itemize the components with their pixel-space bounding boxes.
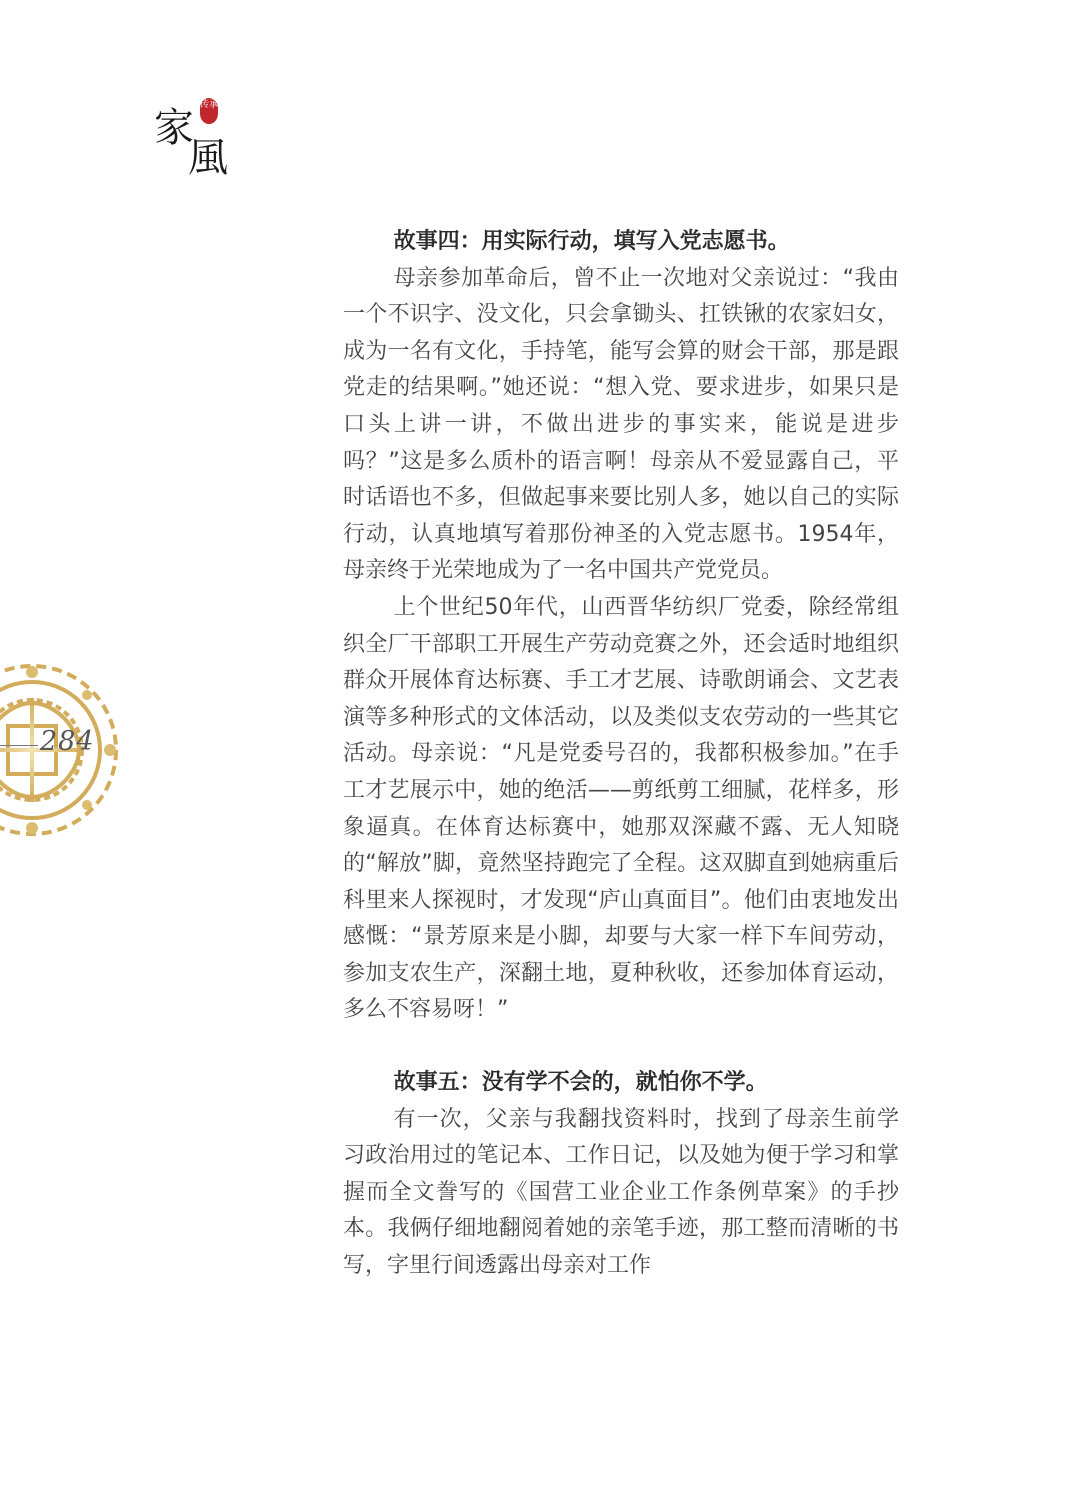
- logo-char-feng: 風: [188, 135, 228, 181]
- logo: [148, 92, 238, 181]
- logo-seal: 传承: [200, 98, 218, 124]
- section-gap: [343, 1029, 899, 1065]
- story-four-heading: 故事四：用实际行动，填写入党志愿书。: [393, 229, 790, 254]
- story-five: [343, 1065, 899, 1285]
- article-body: [343, 224, 899, 1285]
- page-number-rule: [0, 745, 38, 746]
- story-five-heading: 故事五：没有学不会的，就怕你不学。: [393, 1070, 768, 1096]
- logo-char-jia: 家: [154, 105, 194, 151]
- story-four-paragraph-1: 母亲参加革命后，曾不止一次地对父亲说过：“我由一个不识字、没文化，只会拿锄头、扛铁锹的农家妇女，成为一名有文化，手持笔，能写会算的财会干部，那是跟党走的结果啊。”她还说：“想入党、要求进步，如果只是口头上讲一讲，不做出进步的事实来，能说是进步吗？”这是多么质朴的语言啊！母亲从不爱显露自己，平时话语也不多，但做起事来要比别人多，她以自己的实际行动，认真地填写着那份神圣的入党志愿书。1954年，母亲终于光荣地成为了一名中国共产党党员。: [343, 265, 899, 584]
- story-five-paragraph-1: 有一次，父亲与我翻找资料时，找到了母亲生前学习政治用过的笔记本、工作日记，以及她为便于学习和掌握而全文誊写的《国营工业企业工作条例草案》的手抄本。我俩仔细地翻阅着她的亲笔手迹，那工整而清晰的书写，字里行间透露出母亲对工作: [343, 1106, 899, 1279]
- page-number: 284: [40, 726, 95, 757]
- story-four-paragraph-2: 上个世纪50年代，山西晋华纺织厂党委，除经常组织全厂干部职工开展生产劳动竞赛之外，还会适时地组织群众开展体育达标赛、手工才艺展、诗歌朗诵会、文艺表演等多种形式的文体活动，以及类似支农劳动的一些其它活动。母亲说：“凡是党委号召的，我都积极参加。”在手工才艺展示中，她的绝活——剪纸剪工细腻，花样多，形象逼真。在体育达标赛中，她那双深藏不露、无人知晓的“解放”脚，竟然坚持跑完了全程。这双脚直到她病重后科里来人探视时，才发现“庐山真面目”。他们由衷地发出感慨：“景芳原来是小脚，却要与大家一样下车间劳动，参加支农生产，深翻土地，夏种秋收，还参加体育运动，多么不容易呀！”: [343, 594, 899, 1023]
- story-four: [343, 224, 899, 1029]
